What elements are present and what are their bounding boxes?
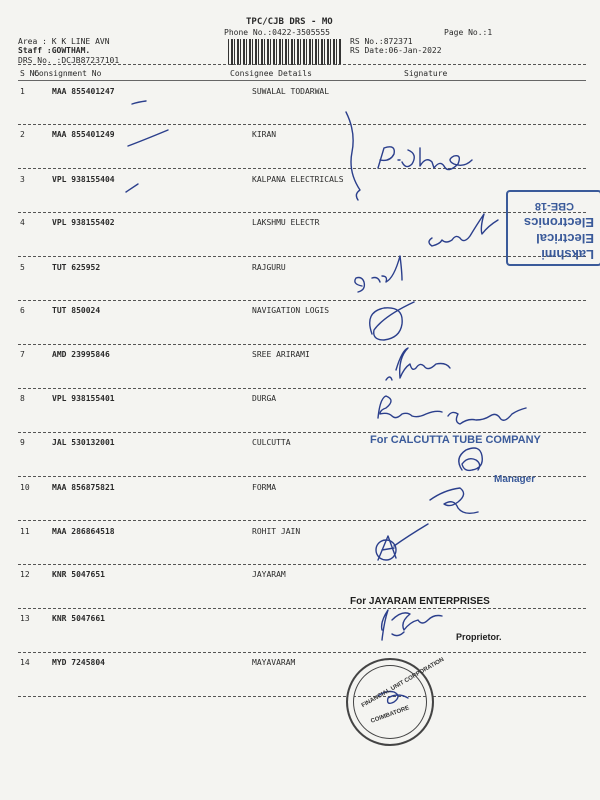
- row-consignee: SREE ARIRAMI: [252, 350, 310, 359]
- row-sno: 13: [20, 614, 30, 623]
- stamp-line: Lakshmi: [541, 247, 594, 262]
- row-consignee: ROHIT JAIN: [252, 527, 301, 536]
- row-consignee: LAKSHMU ELECTR: [252, 218, 320, 227]
- row-sno: 3: [20, 175, 25, 184]
- row-consignment: TUT 850024: [52, 306, 101, 315]
- row-sno: 14: [20, 658, 30, 667]
- seal-top-text: FINANCIAL UNIT CORPORATION: [360, 656, 446, 710]
- row-sno: 7: [20, 350, 25, 359]
- signature-row8: [378, 396, 442, 418]
- signature-row8b: [448, 408, 526, 424]
- row-sno: 10: [20, 483, 30, 492]
- signature-pdhand: [378, 147, 472, 170]
- drs-number: DRS No. :DCJB87237101: [18, 56, 120, 65]
- brace-stroke: [346, 112, 360, 200]
- row-consignment: MAA 855401249: [52, 130, 115, 139]
- row-consignee: MAYAVARAM: [252, 658, 296, 667]
- tick-mark: [126, 184, 138, 192]
- row-consignment: MAA 856875821: [52, 483, 115, 492]
- stamp-line: Electrical: [536, 231, 594, 246]
- calcutta-stamp-role: Manager: [494, 474, 536, 485]
- signature-row11: [378, 524, 428, 560]
- row-sno: 6: [20, 306, 25, 315]
- lakshmi-stamp: [506, 190, 600, 266]
- phone-number: Phone No.:0422-3505555: [224, 28, 330, 37]
- row-consignee: KIRAN: [252, 130, 277, 139]
- row-sno: 1: [20, 87, 25, 96]
- row-consignee: RAJGURU: [252, 263, 286, 272]
- row-sno: 5: [20, 263, 25, 272]
- row-sno: 11: [20, 527, 30, 536]
- row-consignment: JAL 530132001: [52, 438, 115, 447]
- stamp-line: CBE-18: [534, 200, 574, 212]
- jayaram-stamp-company: For JAYARAM ENTERPRISES: [350, 596, 490, 607]
- area-label: Area : K K LINE AVN: [18, 37, 110, 46]
- col-consignee: Consignee Details: [230, 69, 312, 78]
- tick-mark: [132, 101, 146, 104]
- signature-row5: [355, 256, 402, 292]
- row-consignee: KALPANA ELECTRICALS: [252, 175, 344, 184]
- rs-number: RS No.:872371: [350, 37, 413, 46]
- signature-row7: [386, 348, 450, 380]
- row-sno: 8: [20, 394, 25, 403]
- row-consignment: MAA 855401247: [52, 87, 115, 96]
- row-consignment: VPL 938155404: [52, 175, 115, 184]
- row-consignee: FORMA: [252, 483, 277, 492]
- col-sno: S No: [20, 69, 40, 78]
- row-consignment: AMD 23995846: [52, 350, 110, 359]
- col-consignment: Consignment No: [34, 69, 102, 78]
- page-number: Page No.:1: [444, 28, 493, 37]
- row-consignment: MYD 7245804: [52, 658, 105, 667]
- row-sno: 2: [20, 130, 25, 139]
- row-consignee: JAYARAM: [252, 570, 286, 579]
- row-consignment: KNR 5047661: [52, 614, 105, 623]
- row-consignee: NAVIGATION LOGIS: [252, 306, 330, 315]
- signature-row4: [429, 214, 498, 246]
- row-consignment: MAA 286864518: [52, 527, 115, 536]
- signature-row6: [370, 302, 414, 340]
- row-consignee: CULCUTTA: [252, 438, 291, 447]
- seal-bottom-text: COIMBATORE: [370, 705, 411, 725]
- row-consignee: DURGA: [252, 394, 277, 403]
- signature-row13: [392, 632, 404, 636]
- signature-row9: [459, 448, 482, 470]
- signature-row10: [430, 488, 478, 513]
- row-consignment: VPL 938155401: [52, 394, 115, 403]
- row-sno: 9: [20, 438, 25, 447]
- row-consignment: KNR 5047651: [52, 570, 105, 579]
- tick-mark: [128, 130, 168, 146]
- round-seal: [346, 656, 446, 746]
- stamp-line: Electronics: [523, 215, 594, 230]
- signature-row12: [382, 610, 442, 640]
- row-sno: 12: [20, 570, 30, 579]
- row-consignee: SUWALAL TODARWAL: [252, 87, 330, 96]
- row-consignment: TUT 625952: [52, 263, 101, 272]
- row-sno: 4: [20, 218, 25, 227]
- document-title: TPC/CJB DRS - MO: [246, 17, 333, 27]
- rs-date: RS Date:06-Jan-2022: [350, 46, 442, 55]
- row-consignment: VPL 938155402: [52, 218, 115, 227]
- calcutta-stamp-company: For CALCUTTA TUBE COMPANY: [370, 434, 541, 446]
- jayaram-stamp-role: Proprietor.: [456, 632, 502, 642]
- staff-label: Staff :GOWTHAM.: [18, 46, 91, 55]
- col-signature: Signature: [404, 69, 448, 78]
